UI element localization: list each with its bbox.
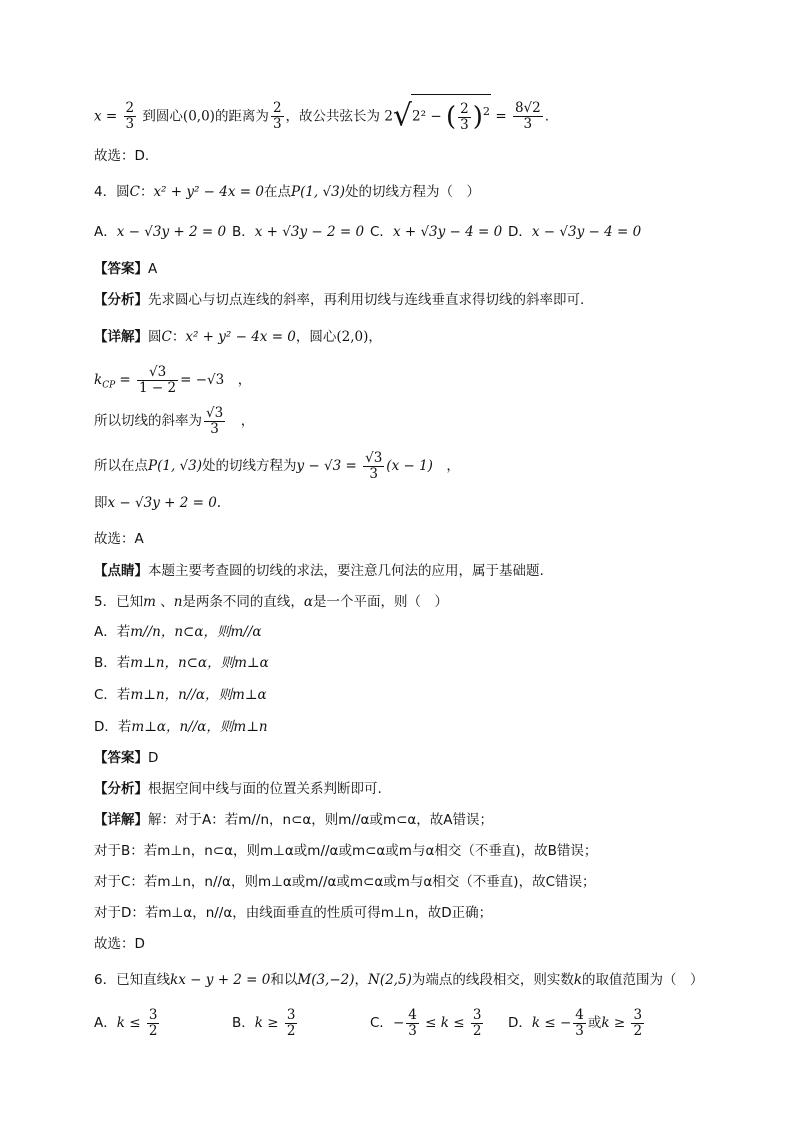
q4-detail-center-label: ，圆心 bbox=[295, 329, 337, 345]
q5-analysis-text: 根据空间中线与面的位置关系判断即可. bbox=[148, 781, 382, 797]
q4-comment-text: 本题主要考查圆的切线的求法，要注意几何法的应用，属于基础题. bbox=[148, 563, 544, 579]
q6-stem-4: 的取值范围为（ ） bbox=[582, 972, 704, 988]
q6-stem-2: 和以 bbox=[270, 972, 298, 988]
q5-stem-prefix: 5．已知 bbox=[94, 594, 144, 610]
q4-slope-text: 所以切线的斜率为 bbox=[94, 413, 202, 429]
q4-detail-tag: 【详解】 bbox=[94, 329, 148, 345]
q3-text-4: . bbox=[544, 108, 550, 125]
q4-kcp-value: = −√3 bbox=[180, 372, 225, 388]
q3-text-3: ，故公共弦长为 bbox=[285, 108, 381, 125]
q4-point: P(1, √3) bbox=[290, 184, 345, 200]
q6-line-eq: kx − y + 2 = 0 bbox=[170, 972, 271, 988]
q3-select: 故选：D. bbox=[94, 148, 150, 164]
q4-result-expr: x − √3y + 2 = 0. bbox=[107, 495, 222, 511]
q6-option-d: D．k ≤ − $\frac{4}{3}$ 或k ≥ $\frac{3}{2}$ bbox=[508, 1006, 643, 1039]
q4-answer bbox=[94, 259, 157, 279]
q6-point-n: N(2,5) bbox=[368, 972, 412, 988]
q5-detail-b: 对于B：若m⊥n，n⊂α，则m⊥α或m//α或m⊂α或m与α相交（不垂直)，故B错误； bbox=[94, 843, 598, 859]
q5-option-a: A．若m//n，n⊂α，则m//α bbox=[94, 624, 262, 640]
q5-stem-end: 是一个平面，则（ ） bbox=[313, 594, 449, 610]
q5-detail-c: 对于C：若m⊥n，n//α，则m⊥α或m//α或m⊂α或m与α相交（不垂直)，故C错误； bbox=[94, 874, 596, 890]
q4-analysis-tag: 【分析】 bbox=[94, 292, 148, 308]
q4-answer-tag: 【答案】 bbox=[94, 261, 148, 277]
q5-option-c: C．若m⊥n，n//α，则m⊥α bbox=[94, 687, 267, 703]
q4-number: 4．圆 bbox=[94, 184, 130, 200]
q6-options bbox=[94, 1006, 654, 1046]
q4-analysis-text: 先求圆心与切点连线的斜率，再利用切线与连线垂直求得切线的斜率即可. bbox=[148, 292, 585, 308]
q4-kcp-line: $k_{CP}$ = $\frac{√3}{1 - 2}$ = −√3 ， bbox=[94, 363, 252, 396]
q5-analysis-tag: 【分析】 bbox=[94, 781, 148, 797]
q5-detail-line-1 bbox=[94, 810, 493, 830]
q4-detail-colon: ： bbox=[171, 329, 186, 345]
q4-tangent-point: P(1, √3) bbox=[148, 458, 202, 474]
q4-detail-line-1: 【详解】圆C：x² + y² − 4x = 0，圆心(2,0)， bbox=[94, 329, 382, 345]
q4-detail-center-point: (2,0) bbox=[336, 329, 369, 345]
q5-answer-value: D bbox=[148, 750, 159, 766]
q4-circle-name: C bbox=[129, 184, 140, 200]
q4-detail-circle: 圆 bbox=[148, 329, 162, 345]
q3-text-1: 到圆心 bbox=[142, 108, 183, 125]
q6-option-a: A．k ≤ $\frac{3}{2}$ bbox=[94, 1006, 158, 1039]
q5-answer-tag: 【答案】 bbox=[94, 750, 148, 766]
q6-option-c: C．− $\frac{4}{3}$ ≤ k ≤ $\frac{3}{2}$ bbox=[370, 1006, 482, 1039]
q4-stem bbox=[94, 182, 480, 202]
q5-detail-a: 解：对于A：若m//n，n⊂α，则m//α或m⊂α，故A错误； bbox=[148, 812, 494, 828]
q5-analysis bbox=[94, 779, 382, 799]
q4-at-point: 在点 bbox=[263, 184, 291, 200]
q4-comment-tag: 【点睛】 bbox=[94, 563, 148, 579]
q5-option-d: D．若m⊥α，n//α，则m⊥n bbox=[94, 719, 268, 735]
q4-stem-end: 处的切线方程为（ ） bbox=[344, 184, 480, 200]
q4-option-d: D．x − √3y − 4 = 0 bbox=[508, 224, 642, 240]
q4-result bbox=[94, 493, 221, 513]
q3-text-2: 的距离为 bbox=[214, 108, 269, 125]
q4-equation: x² + y² − 4x = 0 bbox=[153, 184, 264, 200]
q4-comment bbox=[94, 561, 544, 581]
q4-option-c: C．x + √3y − 4 = 0 bbox=[370, 224, 503, 240]
q6-stem-3: 为端点的线段相交，则实数 bbox=[411, 972, 574, 988]
q5-detail-tag: 【详解】 bbox=[94, 812, 148, 828]
q4-tangent-text-1: 所以在点 bbox=[94, 458, 148, 474]
q4-answer-value: A bbox=[148, 261, 158, 277]
q4-select: 故选：A bbox=[94, 531, 144, 547]
q4-option-b: B．x + √3y − 2 = 0 bbox=[232, 224, 365, 240]
q4-tangent-line: 所以在点P(1, √3)处的切线方程为y − √3 = $\frac{√3}{3}$ (x − 1) ， bbox=[94, 449, 460, 482]
q6-stem bbox=[94, 970, 704, 990]
q3-chord-length-line: x = $\frac{2}{3}$ 到圆心(0,0)的距离为 $\frac{2}{3}$ ，故公共弦长为 2√2² − ( $\frac{2}{3}$ )$^2$ = $\frac{8√2}{3}$ . bbox=[94, 94, 549, 134]
q5-detail-d: 对于D：若m⊥α，n//α，由线面垂直的性质可得m⊥n，故D正确； bbox=[94, 905, 493, 921]
q5-select: 故选：D bbox=[94, 936, 145, 952]
q4-detail-circle-name: C bbox=[161, 329, 172, 345]
q4-detail-equation: x² + y² − 4x = 0 bbox=[185, 329, 296, 345]
q4-slope-line: 所以切线的斜率为 $\frac{√3}{3}$ ， bbox=[94, 404, 255, 437]
q5-stem-mid: 是两条不同的直线， bbox=[182, 594, 304, 610]
q4-analysis bbox=[94, 290, 584, 310]
q4-tangent-text-2: 处的切线方程为 bbox=[201, 458, 297, 474]
q4-result-label: 即 bbox=[94, 495, 108, 511]
q6-point-m: M(3,−2) bbox=[297, 972, 355, 988]
q5-option-b: B．若m⊥n，n⊂α，则m⊥α bbox=[94, 655, 269, 671]
q4-colon: ： bbox=[139, 184, 154, 200]
q5-stem: 5．已知m 、n是两条不同的直线，α是一个平面，则（ ） bbox=[94, 594, 449, 610]
q6-option-b: B．k ≥ $\frac{3}{2}$ bbox=[232, 1006, 296, 1039]
q6-sep: ， bbox=[354, 972, 369, 988]
q6-var-k: k bbox=[573, 972, 583, 988]
q6-stem-1: 6．已知直线 bbox=[94, 972, 171, 988]
q5-answer bbox=[94, 748, 158, 768]
q4-option-a: A．x − √3y + 2 = 0 bbox=[94, 224, 227, 240]
